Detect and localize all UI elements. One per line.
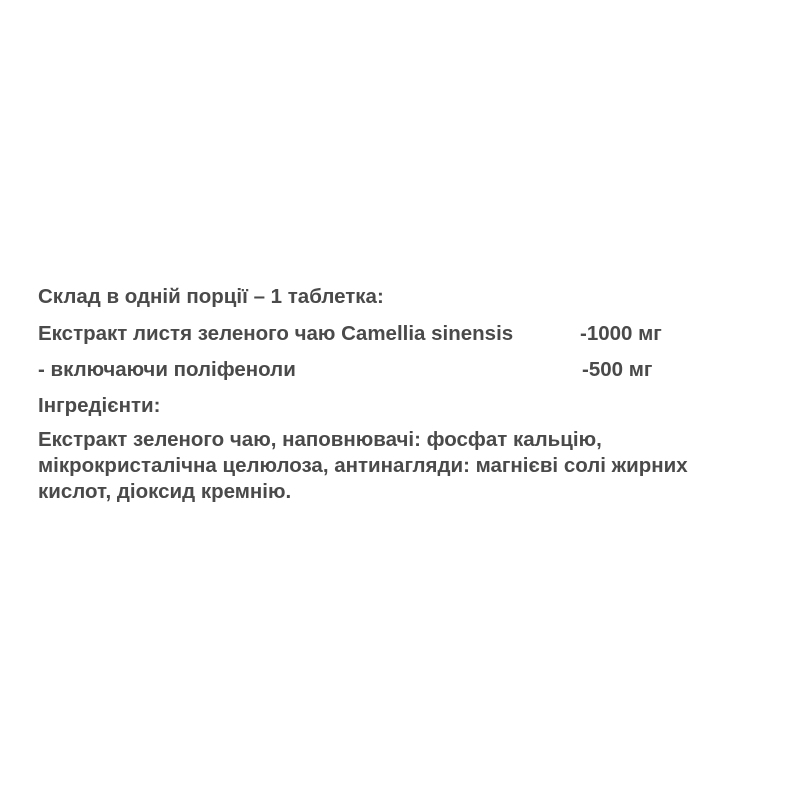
- ingredients-line: кислот, діоксид кремнію.: [38, 480, 292, 503]
- composition-row-name: - включаючи поліфеноли: [38, 358, 296, 381]
- composition-row-extract: [38, 322, 738, 346]
- ingredients-line: мікрокристалічна целюлоза, антинагляди: магнієві солі жирних: [38, 454, 688, 477]
- composition-row-amount: -500 мг: [582, 358, 653, 381]
- composition-row-polyphenols: [38, 358, 738, 382]
- ingredients-line: Екстракт зеленого чаю, наповнювачі: фосфат кальцію,: [38, 428, 602, 451]
- ingredients-paragraph: [38, 427, 758, 505]
- composition-heading: Склад в одній порції – 1 таблетка:: [38, 285, 384, 308]
- composition-row-amount: -1000 мг: [580, 322, 662, 345]
- composition-row-name: Екстракт листя зеленого чаю Camellia sinensis: [38, 322, 514, 345]
- ingredients-heading: Інгредієнти:: [38, 394, 161, 417]
